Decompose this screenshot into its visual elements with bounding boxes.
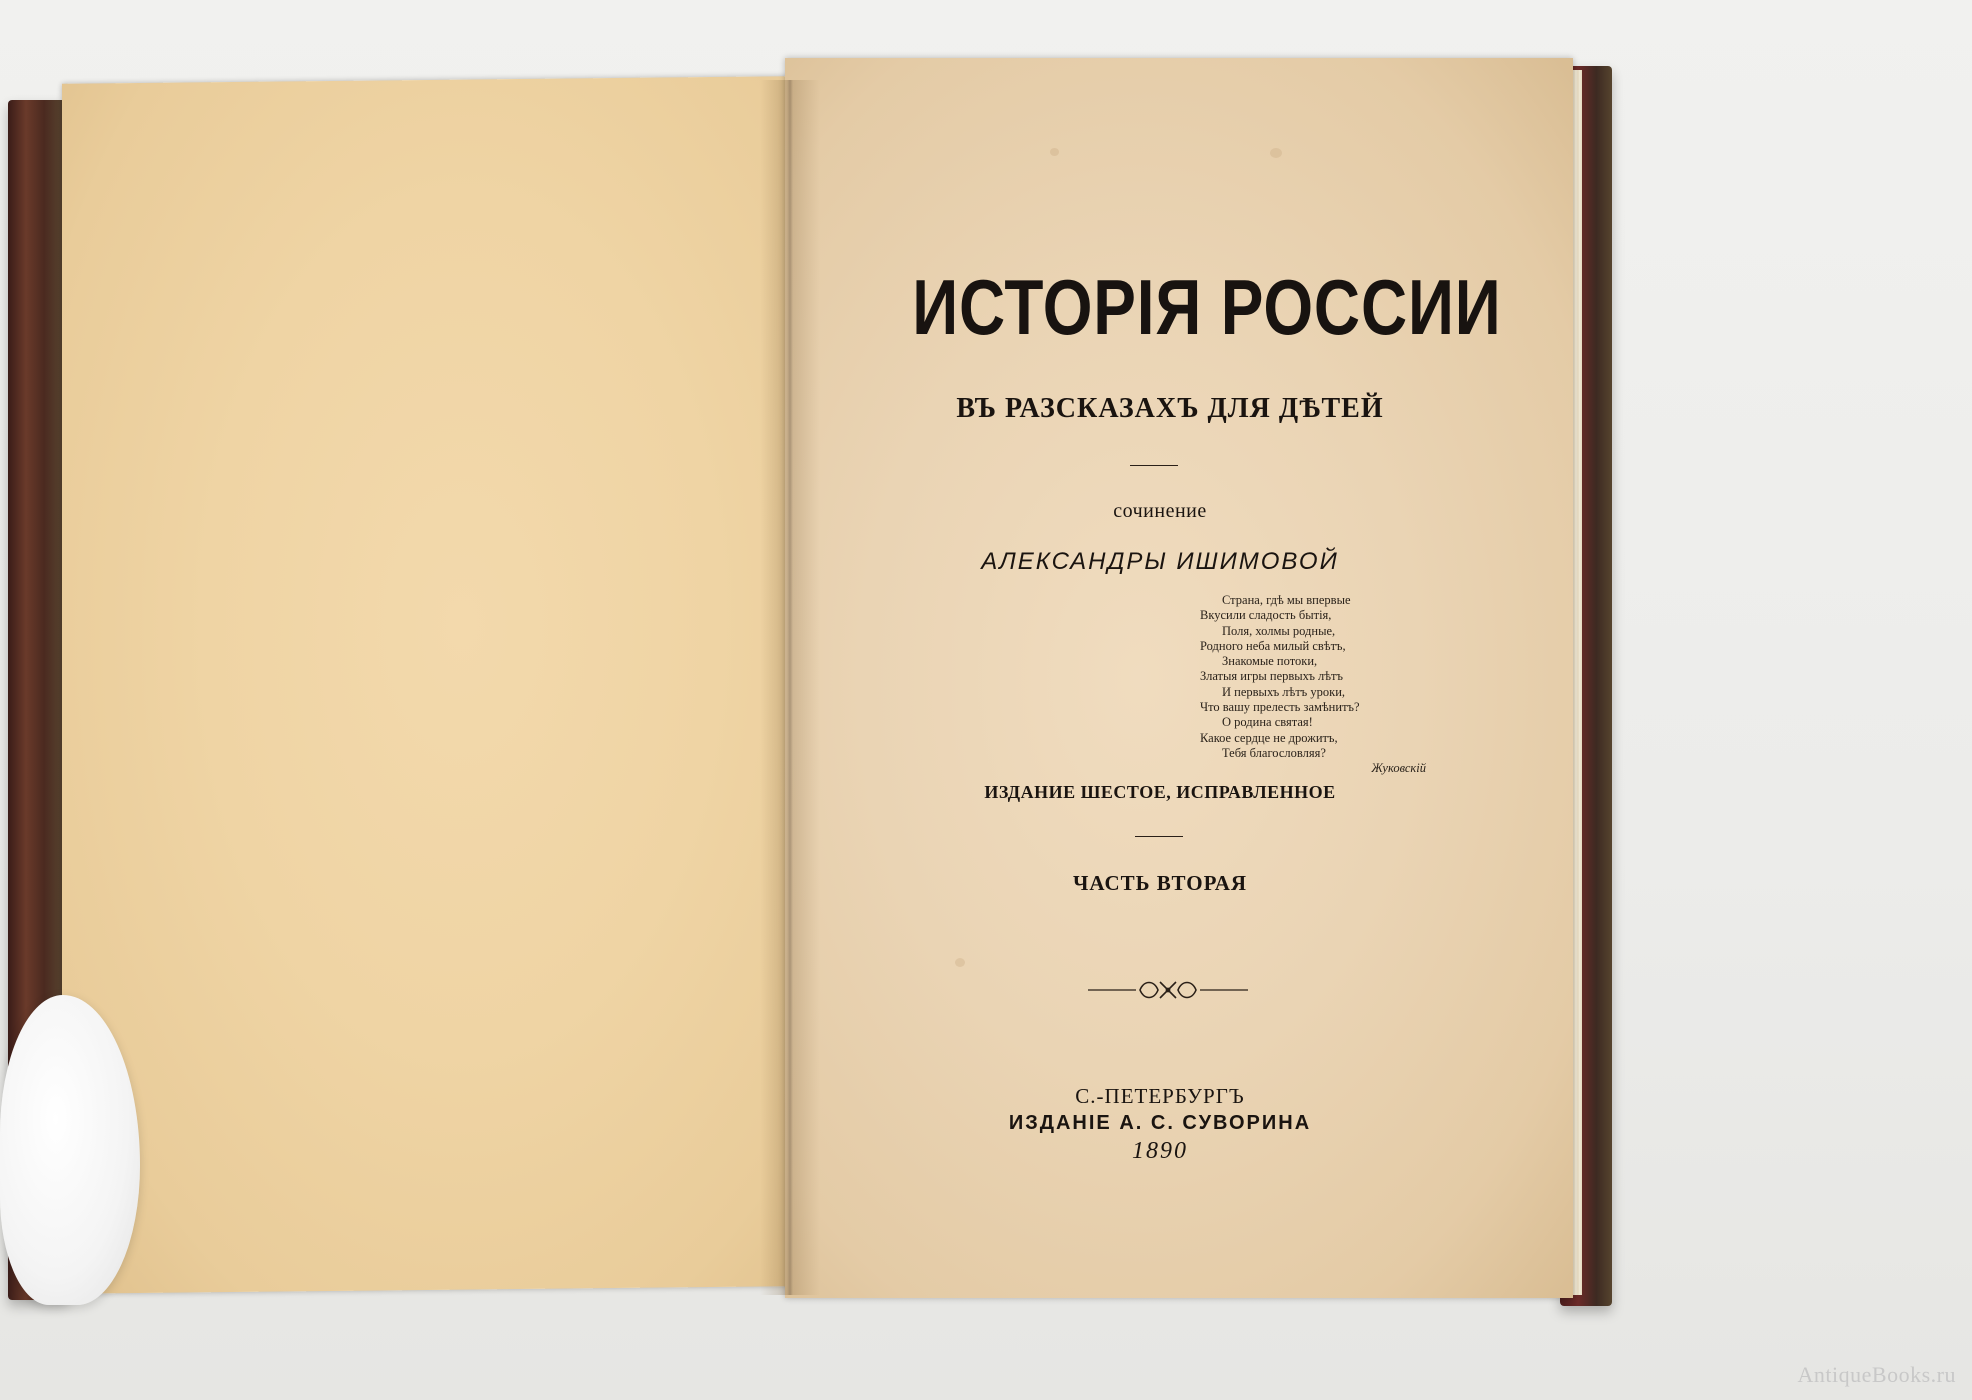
poem-line: Страна, гдѣ мы впервые	[1222, 593, 1351, 607]
publisher-name: ИЗДАНІЕ А. С. СУВОРИНА	[1008, 1112, 1312, 1134]
poem-line: Тебя благословляя?	[1222, 745, 1326, 760]
poem-line: Златыя игры первыхъ лѣтъ	[1200, 669, 1343, 684]
publication-year: 1890	[1132, 1138, 1188, 1164]
edition-note: ИЗДАНИЕ ШЕСТОЕ, ИСПРАВЛЕННОЕ	[984, 782, 1336, 802]
book-title: ИСТОРІЯ РОССИИ	[912, 263, 1502, 351]
volume-part: ЧАСТЬ ВТОРАЯ	[1072, 871, 1248, 895]
poem-line: И первыхъ лѣтъ уроки,	[1222, 684, 1346, 699]
poem-line: Родного неба милый свѣтъ,	[1200, 638, 1346, 653]
poem-attribution: Жуковскій	[1371, 761, 1426, 776]
poem-line: Что вашу прелесть замѣнитъ?	[1200, 700, 1360, 715]
book-gutter	[760, 80, 820, 1295]
poem-line: Какое сердце не дрожитъ,	[1200, 730, 1338, 745]
poem-line: Вкусили сладость бытія,	[1200, 608, 1332, 623]
composed-by-label: сочинение	[1113, 500, 1207, 522]
foxing-spot	[1050, 148, 1059, 156]
foxing-spot	[955, 958, 965, 967]
printer-ornament	[1088, 976, 1248, 1004]
blank-left-page	[62, 76, 790, 1294]
foxing-spot	[1270, 148, 1282, 158]
watermark: AntiqueBooks.ru	[1797, 1362, 1956, 1387]
divider-rule	[1135, 836, 1183, 837]
poem-line: Знакомые потоки,	[1222, 654, 1318, 669]
divider-rule	[1130, 465, 1178, 466]
author-name: АЛЕКСАНДРЫ ИШИМОВОЙ	[981, 548, 1339, 575]
epigraph-poem	[1200, 593, 1430, 777]
book-subtitle: ВЪ РАЗСКАЗАХЪ ДЛЯ ДѢТЕЙ	[956, 393, 1384, 424]
publication-place: С.-ПЕТЕРБУРГЪ	[1075, 1084, 1245, 1108]
poem-line: Поля, холмы родные,	[1222, 623, 1336, 638]
poem-line: О родина святая!	[1222, 715, 1313, 730]
